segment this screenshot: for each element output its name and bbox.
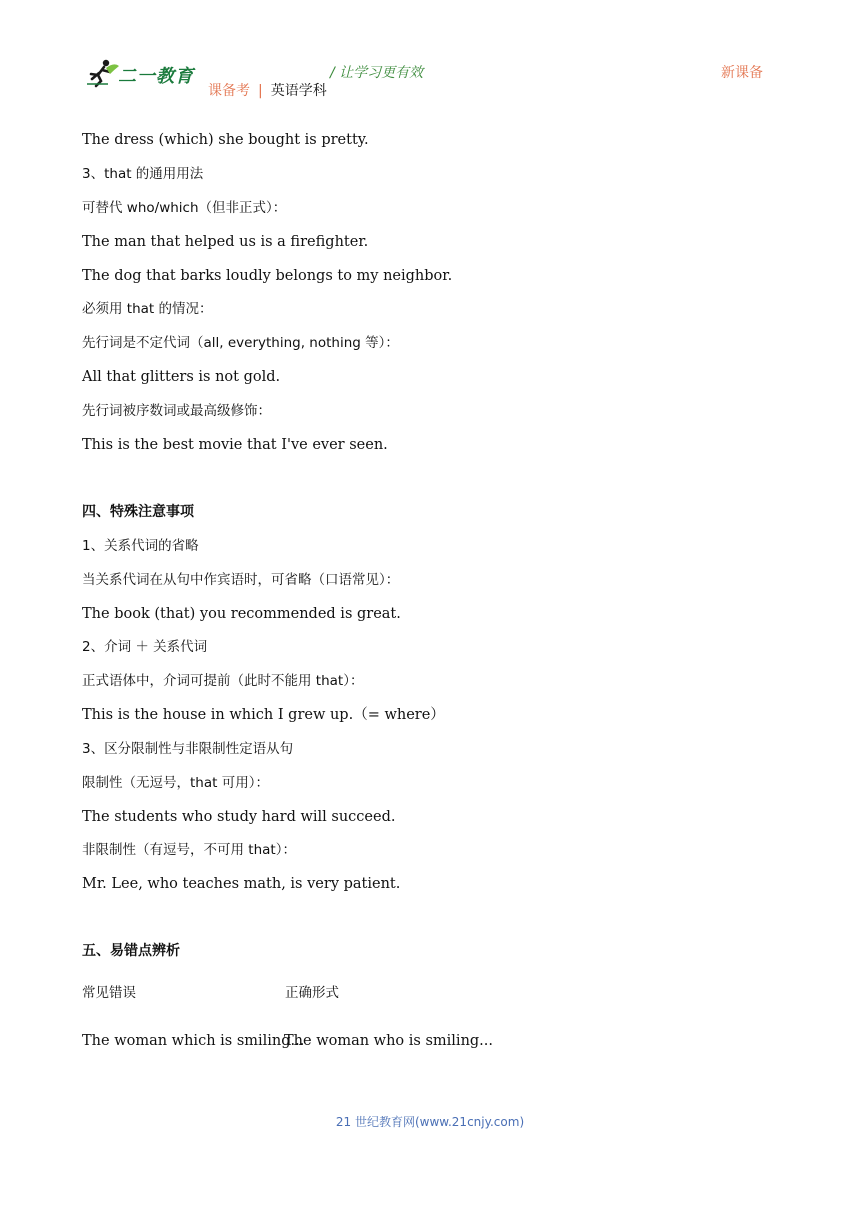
- runner-logo-icon: [84, 58, 120, 88]
- rule-text: 先行词是不定代词（all, everything, nothing 等）：: [82, 335, 399, 351]
- example-sentence: The dress (which) she bought is pretty.: [82, 132, 369, 148]
- rule-text: 必须用 that 的情况：: [82, 301, 213, 317]
- header-subject: 英语学科: [270, 83, 327, 99]
- example-sentence: This is the house in which I grew up.（= where）: [82, 707, 445, 723]
- subsection-heading: 2、介词 ＋ 关系代词: [82, 639, 208, 655]
- header-slogan: / 让学习更有效: [330, 65, 424, 81]
- table-cell-error: The woman which is smiling...: [82, 1033, 305, 1049]
- table-cell-correct: The woman who is smiling...: [284, 1033, 494, 1049]
- table-header-correct: 正确形式: [285, 985, 339, 1001]
- rule-text: 先行词被序数词或最高级修饰：: [82, 403, 271, 419]
- section-heading-4: 四、特殊注意事项: [82, 504, 194, 520]
- subsection-heading: 1、关系代词的省略: [82, 538, 199, 554]
- example-sentence: All that glitters is not gold.: [82, 369, 281, 385]
- rule-text: 非限制性（有逗号，不可用 that）：: [82, 842, 296, 858]
- subsection-heading: 3、that 的通用用法: [82, 166, 204, 182]
- rule-text: 正式语体中，介词可提前（此时不能用 that）：: [82, 673, 364, 689]
- section-heading-5: 五、易错点辨析: [82, 943, 180, 959]
- footer-text: 21 世纪教育网(www.21cnjy.com): [335, 1115, 525, 1129]
- logo-text: 二一教育: [118, 66, 194, 87]
- rule-text: 限制性（无逗号，that 可用）：: [82, 775, 269, 791]
- example-sentence: Mr. Lee, who teaches math, is very patient.: [82, 876, 401, 892]
- header-right-label: 新课备: [721, 65, 763, 81]
- example-sentence: The students who study hard will succeed.: [82, 809, 396, 825]
- rule-text: 当关系代词在从句中作宾语时，可省略（口语常见）：: [82, 572, 400, 588]
- table-header-error: 常见错误: [82, 985, 136, 1001]
- rule-text: 可替代 who/which（但非正式）：: [82, 200, 287, 216]
- subsection-heading: 3、区分限制性与非限制性定语从句: [82, 741, 294, 757]
- header-sub-label: 课备考: [208, 83, 250, 99]
- header-separator: |: [258, 83, 263, 99]
- example-sentence: The man that helped us is a firefighter.: [82, 234, 369, 250]
- example-sentence: The dog that barks loudly belongs to my neighbor.: [82, 268, 453, 284]
- header-subtitle: [208, 80, 327, 100]
- example-sentence: The book (that) you recommended is great.: [82, 606, 401, 622]
- example-sentence: This is the best movie that I've ever seen.: [82, 437, 388, 453]
